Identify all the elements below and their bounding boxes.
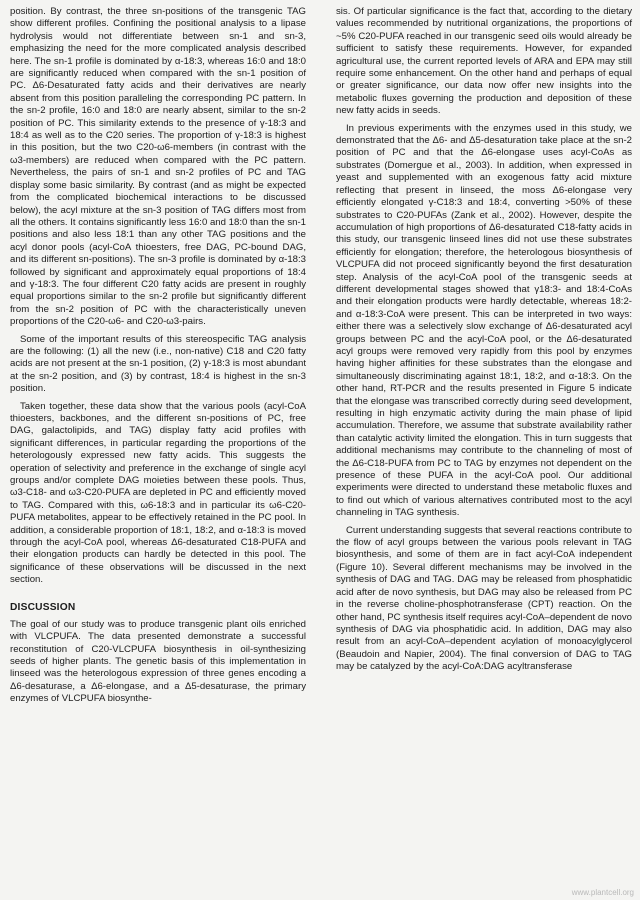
body-paragraph: position. By contrast, the three sn-positions of the transgenic TAG show different profiles. Confining the positional analysis to a lipase hydrolysis would not differentiate between sn-1 and sn-3, emphasizing the need for the more complicated analysis described here. The sn-1 profile is dominated by α-18:3, whereas 16:0 and 18:0 are significantly reduced when compared with the sn-1 position of PC. Δ6-Desaturated fatty acids and their derivatives are nearly absent from this position paralleling the corresponding PC pattern. In the sn-2 profile, 16:0 and 18:0 are nearly absent, similar to the sn-2 position of PC. This similarity extends to the presence of γ-18:3 and 18:4 as well as to the C20 series. The proportion of γ-18:3 is highest in this position, but the two C20-ω6-members (in contrast with the ω3-members) are reduced when compared with the PC pattern. Nevertheless, the pairs of sn-1 and sn-2 profiles of PC and TAG display some basic similarity. By contrast (and as might be expected from the complicated biochemical interactions to be discussed below), the acyl mixture at the sn-3 position of TAG differs most from all the others. It contains significantly less 16:0 and 18:0 than the sn-1 positions and also less 18:1 than any other TAG positions and the acyl donor pools (acyl-CoA thioesters, free DAG, PC-bound DAG, and its different sn-positions). The sn-3 profile is dominated by α-18:3 followed by significant and approximately equal proportions of 18:4 and γ-18:3. The four different C20 fatty acids are present in roughly equal proportions similar to the sn-2 profile but significantly different from the sn-2 position of PC with the characteristically uneven proportions of the C20-ω6- and C20-ω3-pairs.: [10, 6, 306, 328]
body-paragraph: Some of the important results of this stereospecific TAG analysis are the following: (1) all the new (i.e., non-native) C18 and C20 fatty acids are not present at the sn-1 position, (2) γ-18:3 is most abundant at the sn-2 position, and (3) by contrast, 18:4 is highest in the sn-3 position.: [10, 333, 306, 395]
section-heading: DISCUSSION: [10, 601, 76, 613]
body-paragraph: Current understanding suggests that several reactions contribute to the flow of acyl groups between the various pools relevant in TAG biosynthesis, and some of them are in fact acyl-CoA independent (Figure 10). Several different mechanisms may be involved in the synthesis of DAG and TAG. DAG may be released from phosphatidic acid after de novo synthesis, but DAG may also be released from PC in the reverse choline-phosphotransferase (CPT) reaction. On the other hand, PC synthesis itself requires acyl-CoA–dependent de novo synthesis of DAG via phosphatidic acid. In addition, DAG may also result from an acyl-CoA–dependent acylation of monoacylglycerol (Beaudoin and Napier, 2004). The final conversion of DAG to TAG may be catalyzed by the acyl-CoA:DAG acyltransferase: [336, 524, 632, 673]
body-paragraph: In previous experiments with the enzymes used in this study, we demonstrated that the Δ6- and Δ5-desaturation take place at the sn-2 position of PC and that the Δ6-elongase uses acyl-CoAs as substrates (Domergue et al., 2003). In addition, when expressed in yeast and supplemented with an exogenous fatty acid mixture reflecting that present in linseed, the moss Δ6-elongase very efficiently elongated γ-C18:3 and 18:4, converting >50% of these substrates to C20-PUFAs (Zank et al., 2002). However, despite the accumulation of high proportions of Δ6-desaturated C18-fatty acids in this study, our transgenic linseed lines did not use these substrates efficiently for elongation; therefore, the heterologous biosynthesis of VLCPUFA did not proceed significantly beyond the first desaturation step. Analysis of the acyl-CoA pool of the transgenic seeds at different developmental stages showed that γ18:3- and 18:4-CoAs and their elongation products were hardly detectable, whereas 18:2- and α-18:3-CoA were present. This can be interpreted in two ways: either there was a selectively slow exchange of Δ6-desaturated acyl groups between PC and the acyl-CoA pool, or the Δ6-desaturated acyl groups were removed very rapidly from this pool by enzymes having higher affinities for these substrates than the elongase and simultaneously discriminating against 18:1, 18:2, and α-18:3. On the other hand, RT-PCR and the results presented in Figure 5 indicate that the elongase was transcribed correctly during seed development, resulting in high enzymatic activity during the main phase of lipid accumulation. Therefore, we assume that substrate availability rather than catalytic activity limited the elongation. This in turn suggests that additional mechanisms may contribute to the channeling of most of the Δ6-C18-PUFA from PC to TAG by enzymes not dependent on the presence of these PUFA in the acyl-CoA pool. Our additional experiments were directed to understand these metabolic fluxes and to find out which of various alternatives contributed most to the acyl channeling in TAG synthesis.: [336, 122, 632, 519]
watermark: www.plantcell.org: [571, 888, 634, 897]
right-column: [336, 6, 632, 679]
left-column: [10, 6, 306, 711]
body-paragraph: The goal of our study was to produce transgenic plant oils enriched with VLCPUFA. The data presented demonstrate a successful reconstitution of C20-VLCPUFA biosynthesis in oil-synthesizing seeds of higher plants. The genetic basis of this implementation in linseed was the heterologous expression of three genes encoding a Δ6-desaturase, a Δ6-elongase, and a Δ5-desaturase, the primary enzymes of VLCPUFA biosynthe-: [10, 618, 306, 705]
body-paragraph: Taken together, these data show that the various pools (acyl-CoA thioesters, backbones, and the different sn-positions of PC, free DAG, galactolipids, and TAG) display fatty acid profiles with significant differences, in particular regarding the proportions of the heterologously expressed new fatty acids. This suggests the operation of selectivity and preference in the exchange of single acyl groups and/or complete DAG moieties between these pools. Thus, ω3-C18- and ω3-C20-PUFA are depleted in PC and efficiently moved to TAG. Compared with this, ω6-18:3 and in particular its ω6-C20-PUFA metabolites, appear to be effectively retained in the PC pool. In addition, a considerable proportion of 18:1, 18:2, and α-18:3 is moved through the acyl-CoA pool, whereas Δ6-desaturated C18-PUFA and their elongation products can hardly be detected in this pool. The significance of these observations will be discussed in the next section.: [10, 400, 306, 586]
body-paragraph: sis. Of particular significance is the fact that, according to the dietary values recommended by nutritional organizations, the proportions of ~5% C20-PUFA reached in our transgenic seed oils would already be sufficient to satisfy these requirements. However, for expanded agricultural use, the current reported levels of ARA and EPA may still require some enhancement. On the other hand and perhaps of equal or greater significance, our data now offer new insights into the metabolic fluxes governing the production and deposition of these new fatty acids in seeds.: [336, 6, 632, 117]
